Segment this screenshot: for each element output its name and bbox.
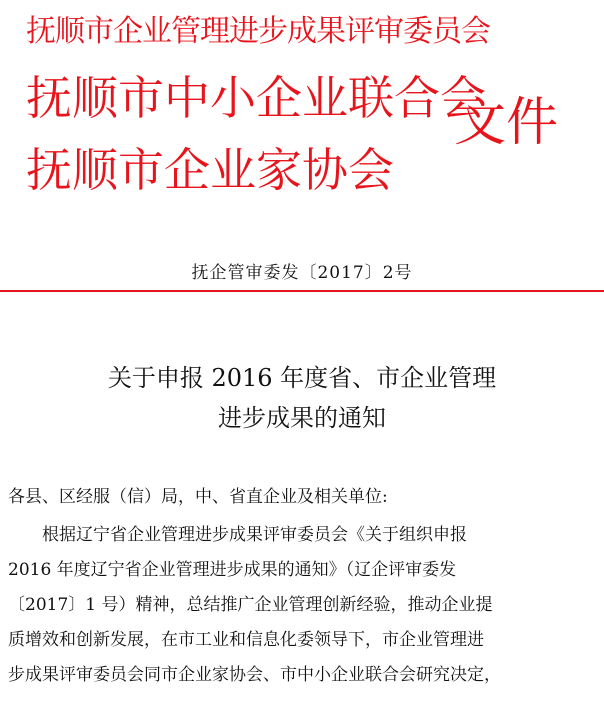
issuer-line-2: 抚顺市中小企业联合会 xyxy=(26,71,486,125)
paragraph-line: 〔2017〕1 号）精神，总结推广企业管理创新经验，推动企业提 xyxy=(8,595,493,615)
salutation: 各县、区经服（信）局，中、省直企业及相关单位: xyxy=(8,487,388,507)
issuer-line-1: 抚顺市企业管理进步成果评审委员会 xyxy=(26,14,490,49)
document-tag: 文件 xyxy=(454,93,559,153)
document-number: 抚企管审委发〔2017〕2号 xyxy=(191,263,413,283)
document-title-line-2: 进步成果的通知 xyxy=(218,404,386,432)
issuer-line-3: 抚顺市企业家协会 xyxy=(26,143,394,197)
header-divider xyxy=(0,290,604,292)
paragraph-line: 步成果评审委员会同市企业家协会、市中小企业联合会研究决定， xyxy=(8,665,501,685)
paragraph-line: 质增效和创新发展，在市工业和信息化委领导下，市企业管理进 xyxy=(8,630,484,650)
paragraph-line: 2016 年度辽宁省企业管理进步成果的通知》（辽企评审委发 xyxy=(8,560,457,580)
paragraph-line: 根据辽宁省企业管理进步成果评审委员会《关于组织申报 xyxy=(8,525,467,545)
document-title-line-1: 关于申报 2016 年度省、市企业管理 xyxy=(107,364,497,392)
